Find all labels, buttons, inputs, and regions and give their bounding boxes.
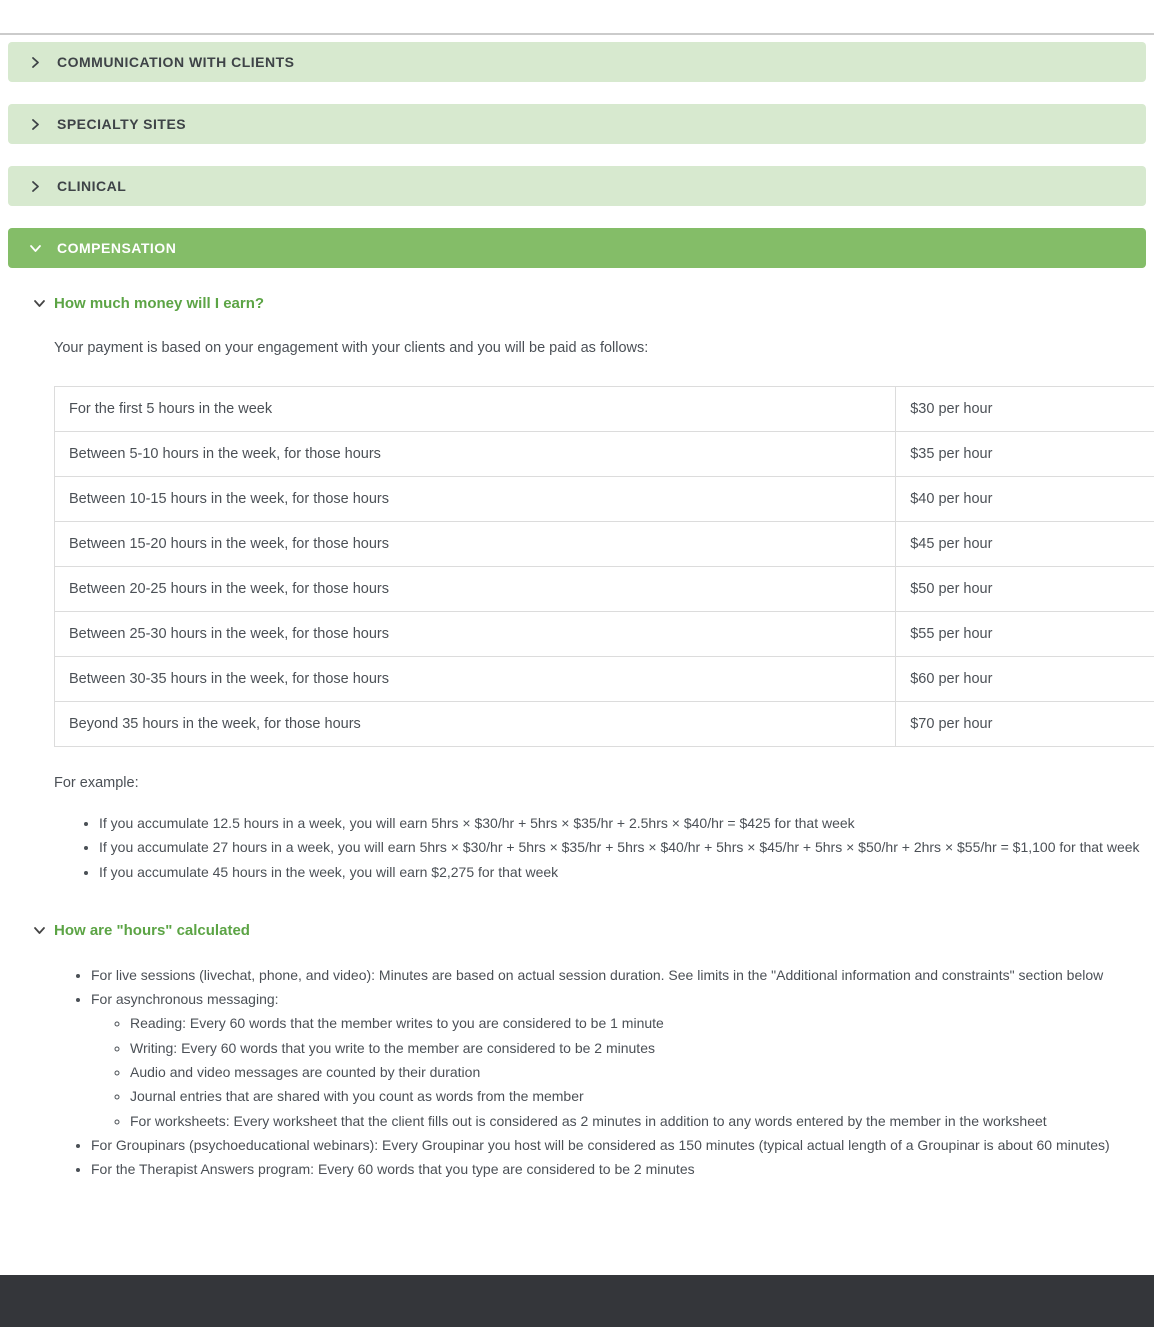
list-item: ◦ Reading: Every 60 words that the member writes to you are considered to be 1 minute <box>130 1013 1146 1033</box>
rate-tier-cell: Between 15-20 hours in the week, for those hours <box>55 522 896 567</box>
list-item: • If you accumulate 27 hours in a week, you will earn 5hrs × $30/hr + 5hrs × $35/hr + 5hrs × $40/hr + 5hrs × $45/hr + 5hrs × $50/hr + 2hrs × $55/hr = $1,100 for that week <box>99 837 1146 857</box>
table-row <box>55 567 1154 612</box>
table-row <box>55 702 1154 747</box>
list-item: ◦ For worksheets: Every worksheet that the client fills out is considered as 2 minutes in addition to any words entered by the member in the worksheet <box>130 1111 1146 1131</box>
footer-bar <box>0 1275 1154 1327</box>
rate-value-cell: $40 per hour <box>896 477 1154 522</box>
earnings-answer <box>54 340 1146 882</box>
accordion-header-clinical[interactable] <box>8 166 1146 206</box>
messaging-rules-sublist <box>114 1013 1146 1130</box>
question-how-much-money[interactable] <box>33 295 1146 312</box>
accordion-header-label: COMPENSATION <box>57 240 176 256</box>
question-how-are-hours-calculated[interactable] <box>33 922 1146 939</box>
chevron-right-icon <box>29 56 42 69</box>
accordion-header-label: CLINICAL <box>57 178 126 194</box>
list-item <box>91 989 1146 1131</box>
table-row <box>55 657 1154 702</box>
examples-label: For example: <box>54 775 1146 791</box>
rate-tier-cell: Between 25-30 hours in the week, for those hours <box>55 612 896 657</box>
table-row <box>55 432 1154 477</box>
earnings-intro-text: Your payment is based on your engagement with your clients and you will be paid as follows: <box>54 340 1146 356</box>
accordion-header-compensation[interactable] <box>8 228 1146 268</box>
rate-tier-cell: Between 30-35 hours in the week, for those hours <box>55 657 896 702</box>
list-item-label: For asynchronous messaging: <box>91 991 279 1007</box>
rate-value-cell: $55 per hour <box>896 612 1154 657</box>
table-row <box>55 612 1154 657</box>
list-item: • If you accumulate 45 hours in the week, you will earn $2,275 for that week <box>99 862 1146 882</box>
accordion-header-specialty-sites[interactable] <box>8 104 1146 144</box>
list-item: • For live sessions (livechat, phone, and video): Minutes are based on actual session duration. See limits in the "Additional information and constraints" section below <box>91 965 1146 985</box>
rate-tier-cell: Beyond 35 hours in the week, for those hours <box>55 702 896 747</box>
question-label: How much money will I earn? <box>54 295 264 312</box>
table-row <box>55 522 1154 567</box>
accordion-header-communication-with-clients[interactable] <box>8 42 1146 82</box>
rate-tier-cell: For the first 5 hours in the week <box>55 387 896 432</box>
table-row <box>55 387 1154 432</box>
rate-value-cell: $50 per hour <box>896 567 1154 612</box>
accordion-header-label: COMMUNICATION WITH CLIENTS <box>57 54 295 70</box>
list-item: • For the Therapist Answers program: Every 60 words that you type are considered to be 2 minutes <box>91 1159 1146 1179</box>
rate-value-cell: $45 per hour <box>896 522 1154 567</box>
rate-tier-cell: Between 20-25 hours in the week, for those hours <box>55 567 896 612</box>
list-item: ◦ Journal entries that are shared with you count as words from the member <box>130 1086 1146 1106</box>
earnings-examples-list <box>83 813 1146 882</box>
list-item: ◦ Writing: Every 60 words that you write to the member are considered to be 2 minutes <box>130 1038 1146 1058</box>
list-item: ◦ Audio and video messages are counted by their duration <box>130 1062 1146 1082</box>
faq-accordion <box>0 35 1154 1180</box>
pay-rate-table <box>54 386 1154 747</box>
list-item: • For Groupinars (psychoeducational webinars): Every Groupinar you host will be considered as 150 minutes (typical actual length of a Groupinar is about 60 minutes) <box>91 1135 1146 1155</box>
list-item: • If you accumulate 12.5 hours in a week, you will earn 5hrs × $30/hr + 5hrs × $35/hr + 2.5hrs × $40/hr = $425 for that week <box>99 813 1146 833</box>
hours-rules-list <box>75 965 1146 1180</box>
chevron-down-icon <box>33 924 46 937</box>
rate-value-cell: $60 per hour <box>896 657 1154 702</box>
rate-value-cell: $70 per hour <box>896 702 1154 747</box>
compensation-section-content <box>8 295 1146 1180</box>
rate-tier-cell: Between 5-10 hours in the week, for those hours <box>55 432 896 477</box>
question-label: How are "hours" calculated <box>54 922 250 939</box>
chevron-down-icon <box>33 297 46 310</box>
chevron-right-icon <box>29 118 42 131</box>
table-row <box>55 477 1154 522</box>
rate-value-cell: $35 per hour <box>896 432 1154 477</box>
rate-value-cell: $30 per hour <box>896 387 1154 432</box>
accordion-header-label: SPECIALTY SITES <box>57 116 186 132</box>
chevron-right-icon <box>29 180 42 193</box>
rate-tier-cell: Between 10-15 hours in the week, for those hours <box>55 477 896 522</box>
chevron-down-icon <box>29 242 42 255</box>
hours-calculated-section <box>33 922 1146 1180</box>
